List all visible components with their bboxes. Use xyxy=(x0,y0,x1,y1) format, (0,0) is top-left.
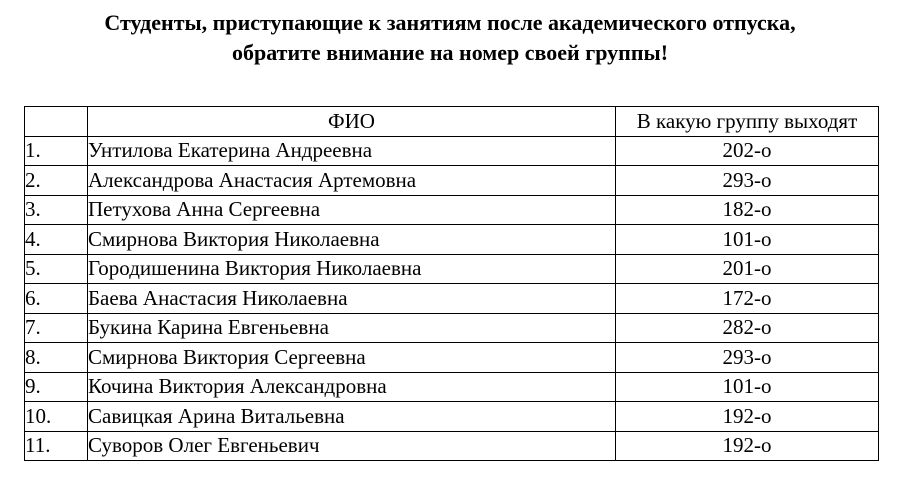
student-name: Савицкая Арина Витальевна xyxy=(88,402,616,432)
group-number: 282-о xyxy=(616,313,879,343)
group-number: 202-о xyxy=(616,136,879,166)
group-number: 293-о xyxy=(616,166,879,196)
table-row xyxy=(25,343,879,373)
row-number: 5. xyxy=(25,254,88,284)
group-number: 192-о xyxy=(616,431,879,461)
table-header-row xyxy=(25,107,879,137)
table-row xyxy=(25,254,879,284)
group-number: 293-о xyxy=(616,343,879,373)
student-name: Смирнова Виктория Сергеевна xyxy=(88,343,616,373)
header-group: В какую группу выходят xyxy=(616,107,879,137)
student-group-table xyxy=(24,106,879,461)
group-number: 182-о xyxy=(616,195,879,225)
group-number: 172-о xyxy=(616,284,879,314)
group-number: 101-о xyxy=(616,372,879,402)
table-row xyxy=(25,166,879,196)
title-line-2: обратите внимание на номер своей группы! xyxy=(231,40,669,65)
table-row xyxy=(25,225,879,255)
student-name: Букина Карина Евгеньевна xyxy=(88,313,616,343)
table-row xyxy=(25,313,879,343)
table-body xyxy=(25,136,879,461)
table-row xyxy=(25,431,879,461)
row-number: 10. xyxy=(25,402,88,432)
student-name: Городишенина Виктория Николаевна xyxy=(88,254,616,284)
group-number: 101-о xyxy=(616,225,879,255)
student-name: Александрова Анастасия Артемовна xyxy=(88,166,616,196)
group-number: 192-о xyxy=(616,402,879,432)
row-number: 7. xyxy=(25,313,88,343)
group-number: 201-о xyxy=(616,254,879,284)
student-name: Унтилова Екатерина Андреевна xyxy=(88,136,616,166)
row-number: 4. xyxy=(25,225,88,255)
student-name: Баева Анастасия Николаевна xyxy=(88,284,616,314)
student-name: Смирнова Виктория Николаевна xyxy=(88,225,616,255)
row-number: 2. xyxy=(25,166,88,196)
row-number: 6. xyxy=(25,284,88,314)
table-row xyxy=(25,284,879,314)
row-number: 8. xyxy=(25,343,88,373)
row-number: 3. xyxy=(25,195,88,225)
table-row xyxy=(25,136,879,166)
row-number: 11. xyxy=(25,431,88,461)
table-row xyxy=(25,402,879,432)
student-name: Кочина Виктория Александровна xyxy=(88,372,616,402)
student-name: Петухова Анна Сергеевна xyxy=(88,195,616,225)
title-line-1: Студенты, приступающие к занятиям после академического отпуска, xyxy=(104,10,796,35)
row-number: 9. xyxy=(25,372,88,402)
page-title xyxy=(0,8,900,68)
row-number: 1. xyxy=(25,136,88,166)
student-name: Суворов Олег Евгеньевич xyxy=(88,431,616,461)
table-row xyxy=(25,195,879,225)
header-name: ФИО xyxy=(88,107,616,137)
header-number-cell xyxy=(25,107,88,137)
table-row xyxy=(25,372,879,402)
